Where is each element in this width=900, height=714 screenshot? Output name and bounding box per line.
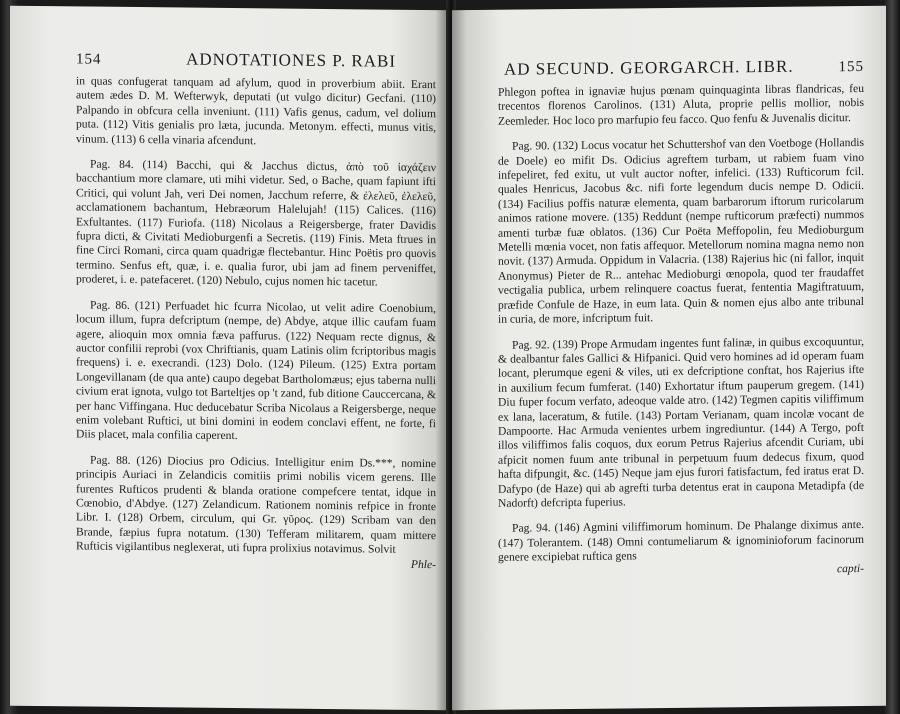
left-paragraph: Pag. 86. (121) Perfuadet hic fcurra Nicolao, ut velit adire Coenobium, locum illum, fupra defcriptum (nempe, de) Abdye, atque illic caufam fuam agere, alioquin mox omnia fæva paffurus. (122) Nequam recte dignus, & auctor confilii reprobi (vox Chriftianis, quam Latinis olim fcriptoribus magis frequens) i. e. execrandi. (123) Dolo. (124) Pileum. (125) Extra portam Longevillanam (de qua ante) caupo degebat Bartholomæus; ejus taberna nulli civium erat ignota, vulgo tot Barteltjes op 't zand, fub ditione Cauccercana, & per hanc Viffingana. Huc deducebatur Scriba Nicolaus a Reigersberge, neque enim volebant Ruftici, ut bini domini in eodem conclavi effent, ne forte, fi Diis placet, mala confilia caperent. <box>76 298 436 443</box>
right-running-head <box>498 56 864 80</box>
right-paragraph: Pag. 94. (146) Agmini viliffimorum hominum. De Phalange diximus ante. (147) Tolerantem. (148) Omni contumeliarum & ignominioforum facinorum genere excipiebat ruftica gens <box>498 518 864 564</box>
left-page <box>10 6 450 711</box>
left-running-title: ADNOTATIONES P. RABI <box>186 49 396 71</box>
right-page <box>452 6 886 711</box>
right-page-number: 155 <box>838 58 864 76</box>
left-paragraph: Pag. 84. (114) Bacchi, qui & Jacchus dictus, ἀπὸ τοῦ ἰαχάζειν bacchantium more clamare, uti mihi videtur. Sed, o Bache, quam fapiunt ifti Critici, qui volunt Jah, veri Dei nomen, Jacchum referre, & ἐλελεῦ, ἐλελεῦ, acclamationem bachantum, Hebræorum Halelujah! (115) Calices. (116) Exfultantes. (117) Furiofa. (118) Nicolaus a Reigersberge, frater Davidis fupra dicti, & Civitati Medioburgenfi a Secretis. (119) Finis. Meta ftrues in fine Circi Romani, circa quam quadrigæ flectebantur. Hinc Poëtis pro quovis termino. Senfus eft, quæ, i. e. qualia furor, ubi jam ad finem perveniffet, proderet, i. e. patefaceret. (120) Nebulo, cujus nomen hic tacetur. <box>76 157 436 289</box>
left-paragraph: Pag. 88. (126) Diocius pro Odicius. Intelligitur enim Ds.***, nomine principis Auriaci in Zelandicis comitiis primi nobilis vicem gerens. Ille furentes Rufticos prudenti & blanda oratione compefcere tentat, idque in Cœnobio, d'Abdye. (127) Zelandicum. Rationem nominis refpice in fronte Libr. I. (128) Orbem, circulum, qui Gr. γῦρος. (129) Scribam van den Brande, fæpius fupra notatum. (130) Tefferam militarem, quam mittere Rufticis vigilantibus neglexerat, uti fupra prolixius notavimus. Solvit <box>76 453 436 556</box>
right-catchword: capti- <box>836 561 864 575</box>
right-paragraph: Pag. 90. (132) Locus vocatur het Schuttershof van den Voetboge (Hollandis de Doele) eo mifit Ds. Odicius agreftem turbam, ut rabiem fuam vino infepeliret, fed exitu, ut vult auctor nofter, infelici. (133) Rufticorum fcil. quales Henricus, Jacobus &c. nifi forte legendum ducis nempe D. Odicii. (134) Facilius poffis naturæ elementa, quam barbarorum iftorum ruricolarum animos ratione movere. (135) Reddunt (nempe rufticorum præfecti) nummos amenti turbæ fuæ oblatos. (136) Cur Poëta Meffopolin, feu Medioburgum Metelli mœnia vocet, non fatis affequor. Metellorum nomina magna nemo non novit. (137) Armuda. Oppidum in Valacria. (138) Rajerius hic (ni fallor, inquit Anonymus) Pieter de R... antehac Medioburgi œnopola, quod ter fraudaffet vectigalia publica, urbem relinquere coactus fuerat, fententia Magiftratuum, præfide Confule de Haze, in eum lata. Quin & nomen ejus albo ante tribunal in curia, de more, infcriptum fuit. <box>498 136 864 326</box>
left-paragraph: in quas confugerat tanquam ad afylum, quod in proverbium abiit. Erant autem ædes D. M. Wefterwyk, deputati (ut vulgo dicitur) Gecfani. (110) Palpando in obfcura cella inveniunt. (111) Vafis genus, cadum, vel dolium puta. (112) Vitis genialis pro læta, jucunda. Metonym. effecti, munus vitis, vinum. (113) 6 cella vinaria afcendunt. <box>76 74 436 147</box>
right-paragraph: Pag. 92. (139) Prope Armudam ingentes funt falinæ, in quibus excoquuntur, & dealbantur fales Gallici & Hifpanici. Quid vero homines ad id operam fuam locant, plerumque egeni & viles, uti ex defcriptione conftat, hos Rajerius ifte in auxilium fecum fumferat. (140) Exhortatur iftum pauperum gregem. (141) Diu fuper focum verfato, adeoque valde atro. (142) Tegmen capitis viliffimum ex lana, laceratum, & futile. (143) Portam Verianam, quam incolæ vocant de Dampoorte. Hac Armuda venientes urbem ingrediuntur. (144) A Tergo, poft illos viliffimos falis coquos, dux eorum Petrus Rajerius afcendit Curiam, ubi afpicit nomen fuum ante tribunal in perpetuum fuum dedecus fixum, quod hafta difpungit, &c. (145) Neque jam ejus furori fatisfactum, fed iratus erat D. Dafypo (de Haze) qui ab agrefti turba detentus erat in caupona Metadipfa (de Nadorft) defcripta fuperius. <box>498 334 864 510</box>
right-body-text <box>498 82 864 565</box>
right-running-title: AD SECUND. GEORGARCH. LIBR. <box>504 56 794 79</box>
left-catchword: Phle- <box>410 557 436 571</box>
left-running-head <box>76 48 436 72</box>
right-paragraph: Phlegon poftea in ignaviæ hujus pœnam quinquaginta libras flandricas, feu trecentos florenos Carolinos. (131) Aluta, proprie pellis mollior, nobis Zeemleder. Hoc loco pro marfupio feu facco. Quo fenfu & Juvenalis dicitur. <box>498 81 864 128</box>
left-body-text <box>76 74 436 557</box>
left-page-number: 154 <box>76 51 102 68</box>
